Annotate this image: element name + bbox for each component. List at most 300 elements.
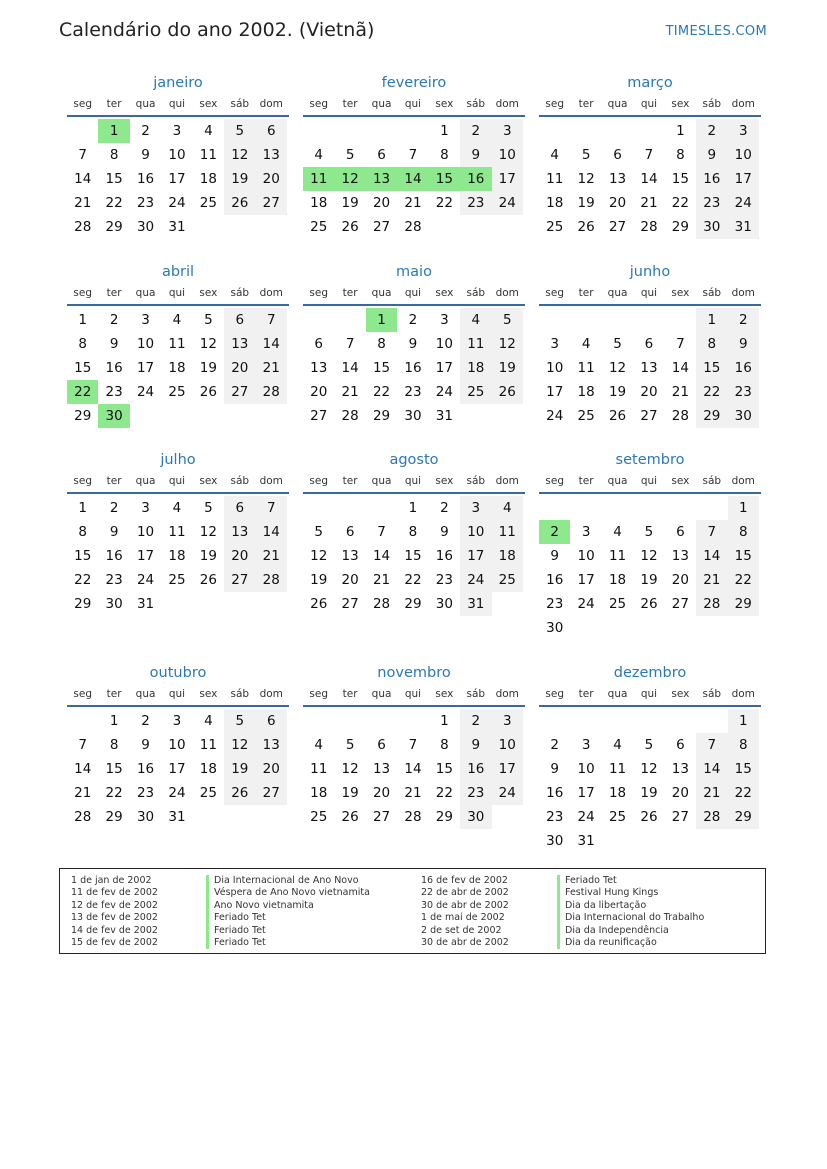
day-cell: 21 xyxy=(640,195,658,211)
weekday-label: dom xyxy=(731,475,755,487)
weekday-label: ter xyxy=(342,98,358,110)
day-cell: 17 xyxy=(168,761,186,777)
empty-cell xyxy=(633,308,664,332)
day-cell: 19 xyxy=(199,360,217,376)
day-grid xyxy=(67,119,289,239)
weekday-label: sáb xyxy=(230,98,250,110)
weekday-label: seg xyxy=(309,287,329,299)
month-name: janeiro xyxy=(153,75,203,91)
day-cell: 27 xyxy=(224,568,255,592)
day-cell: 22 xyxy=(728,568,759,592)
month-maio xyxy=(303,262,525,428)
day-cell: 20 xyxy=(256,757,287,781)
day-cell: 30 xyxy=(546,833,564,849)
day-cell: 28 xyxy=(671,408,689,424)
weekday-label: qua xyxy=(371,98,392,110)
weekday-label: seg xyxy=(73,688,93,700)
day-cell: 11 xyxy=(310,761,328,777)
day-cell: 28 xyxy=(372,596,391,612)
day-cell: 16 xyxy=(460,757,491,781)
day-cell: 13 xyxy=(310,360,328,376)
weekday-label: dom xyxy=(259,287,283,299)
empty-cell xyxy=(602,119,633,143)
day-cell: 14 xyxy=(696,544,727,568)
day-cell: 23 xyxy=(460,191,491,215)
legend-holiday-name: Feriado Tet xyxy=(557,875,704,887)
day-cell: 13 xyxy=(372,761,391,777)
weekday-label: qua xyxy=(607,287,628,299)
day-cell: 7 xyxy=(78,737,87,753)
day-cell: 2 xyxy=(408,312,418,328)
legend-date: 13 de fev de 2002 xyxy=(71,912,158,924)
weekday-label: qua xyxy=(135,688,156,700)
day-cell: 21 xyxy=(256,356,287,380)
day-cell: 1 xyxy=(696,308,727,332)
legend-holiday-name: Feriado Tet xyxy=(206,937,370,949)
day-cell: 30 xyxy=(404,408,422,424)
month-name: abril xyxy=(161,264,195,280)
weekday-label: dom xyxy=(259,475,283,487)
day-cell: 17 xyxy=(435,360,453,376)
day-cell: 2 xyxy=(550,737,559,753)
day-cell: 14 xyxy=(372,548,391,564)
day-cell: 26 xyxy=(640,809,658,825)
legend-holiday-name: Véspera de Ano Novo vietnamita xyxy=(206,887,370,899)
weekday-label: sex xyxy=(671,287,690,299)
day-cell: 11 xyxy=(608,761,627,777)
legend-holiday-name: Festival Hung Kings xyxy=(557,887,704,899)
day-cell: 27 xyxy=(671,809,689,825)
day-cell: 27 xyxy=(372,809,391,825)
legend-date: 22 de abr de 2002 xyxy=(421,887,509,899)
day-cell: 13 xyxy=(671,548,689,564)
day-cell: 27 xyxy=(341,596,359,612)
day-cell: 4 xyxy=(550,147,559,163)
day-cell: 25 xyxy=(199,785,217,801)
weekday-label: sáb xyxy=(466,475,486,487)
day-cell: 6 xyxy=(256,119,287,143)
day-cell: 31 xyxy=(577,833,595,849)
day-cell: 2 xyxy=(696,119,727,143)
day-cell: 3 xyxy=(581,524,591,540)
day-cell: 12 xyxy=(199,336,217,352)
day-cell: 13 xyxy=(671,761,689,777)
weekday-label: qua xyxy=(371,287,392,299)
day-cell: 12 xyxy=(224,143,255,167)
day-cell: 14 xyxy=(640,171,658,187)
day-cell: 20 xyxy=(608,195,627,211)
day-cell: 11 xyxy=(608,548,627,564)
day-cell: 3 xyxy=(460,496,491,520)
day-cell: 24 xyxy=(546,408,564,424)
month-name: dezembro xyxy=(613,665,687,681)
day-cell: 30 xyxy=(460,805,491,829)
day-cell: 9 xyxy=(141,147,150,163)
empty-cell xyxy=(334,496,365,520)
weekday-label: dom xyxy=(495,475,519,487)
day-cell: 15 xyxy=(728,757,759,781)
day-cell: 20 xyxy=(372,785,391,801)
day-cell: 8 xyxy=(728,733,759,757)
day-cell: 13 xyxy=(341,548,359,564)
day-cell: 3 xyxy=(550,336,559,352)
day-grid xyxy=(67,709,289,829)
day-cell: 7 xyxy=(78,147,87,163)
day-cell: 16 xyxy=(136,171,155,187)
day-grid xyxy=(303,119,525,239)
day-cell: 7 xyxy=(256,308,287,332)
day-cell: 4 xyxy=(581,336,591,352)
weekday-label: sex xyxy=(199,688,218,700)
day-cell: 3 xyxy=(141,500,150,516)
day-cell: 21 xyxy=(696,781,727,805)
empty-cell xyxy=(570,496,601,520)
weekday-label: dom xyxy=(495,287,519,299)
day-cell: 3 xyxy=(492,119,523,143)
day-cell: 14 xyxy=(256,332,287,356)
day-cell: 29 xyxy=(404,596,422,612)
day-cell: 27 xyxy=(256,191,287,215)
weekday-label: ter xyxy=(106,475,122,487)
day-cell: 22 xyxy=(435,195,453,211)
day-cell: 13 xyxy=(608,171,627,187)
empty-cell xyxy=(303,119,334,143)
day-cell: 14 xyxy=(256,520,287,544)
day-cell: 7 xyxy=(696,733,727,757)
weekday-label: sex xyxy=(671,475,690,487)
day-cell: 26 xyxy=(199,384,217,400)
legend-dates-right xyxy=(421,875,509,949)
day-cell: 24 xyxy=(435,384,453,400)
empty-cell xyxy=(334,119,365,143)
day-cell: 17 xyxy=(577,785,595,801)
day-cell: 21 xyxy=(404,785,422,801)
day-cell: 27 xyxy=(608,219,627,235)
empty-cell xyxy=(570,119,601,143)
day-cell: 19 xyxy=(640,785,658,801)
month-junho xyxy=(539,262,761,428)
day-cell: 31 xyxy=(728,215,759,239)
weekday-header xyxy=(67,470,289,494)
day-cell: 22 xyxy=(105,195,123,211)
day-cell: 25 xyxy=(168,384,186,400)
weekday-label: sex xyxy=(199,98,218,110)
day-cell: 19 xyxy=(577,195,595,211)
day-cell: 20 xyxy=(224,544,255,568)
day-cell: 15 xyxy=(696,356,727,380)
weekday-header xyxy=(539,470,761,494)
day-cell: 7 xyxy=(408,737,418,753)
day-cell: 30 xyxy=(696,215,727,239)
brand-link[interactable]: TIMESLES.COM xyxy=(665,24,767,39)
day-cell: 1 xyxy=(676,123,685,139)
weekday-label: sex xyxy=(199,287,218,299)
weekday-header xyxy=(67,282,289,306)
day-cell: 16 xyxy=(404,360,422,376)
day-cell: 2 xyxy=(141,713,150,729)
month-abril xyxy=(67,262,289,428)
day-cell: 30 xyxy=(435,596,453,612)
legend-holiday-name: Dia da reunificação xyxy=(557,937,704,949)
weekday-label: sáb xyxy=(702,98,722,110)
day-cell: 25 xyxy=(492,568,523,592)
legend-holiday-name: Dia da Independência xyxy=(557,925,704,937)
day-cell: 24 xyxy=(728,191,759,215)
day-cell: 20 xyxy=(224,356,255,380)
day-cell: 11 xyxy=(168,336,186,352)
day-cell: 9 xyxy=(460,143,491,167)
day-cell: 25 xyxy=(310,219,328,235)
day-cell: 28 xyxy=(256,380,287,404)
day-cell: 23 xyxy=(460,781,491,805)
day-cell: 29 xyxy=(728,805,759,829)
day-cell: 15 xyxy=(74,548,92,564)
day-cell: 12 xyxy=(341,761,359,777)
weekday-label: qui xyxy=(640,688,658,700)
day-cell: 21 xyxy=(341,384,359,400)
legend-date: 1 de mai de 2002 xyxy=(421,912,505,924)
day-cell: 7 xyxy=(676,336,685,352)
day-cell: 30 xyxy=(546,620,564,636)
day-cell: 18 xyxy=(310,195,328,211)
day-cell: 9 xyxy=(728,332,759,356)
month-agosto xyxy=(303,450,525,616)
legend-holiday-name: Dia Internacional do Trabalho xyxy=(557,912,704,924)
day-cell: 28 xyxy=(256,568,287,592)
holiday-day-cell: 1 xyxy=(98,119,129,143)
day-cell: 11 xyxy=(577,360,595,376)
day-cell: 29 xyxy=(696,404,727,428)
holiday-day-cell: 16 xyxy=(460,167,491,191)
day-cell: 9 xyxy=(141,737,150,753)
day-cell: 7 xyxy=(345,336,355,352)
day-cell: 3 xyxy=(492,709,523,733)
day-cell: 10 xyxy=(435,336,453,352)
day-cell: 26 xyxy=(577,219,595,235)
day-cell: 16 xyxy=(435,548,453,564)
day-cell: 11 xyxy=(199,147,217,163)
day-cell: 20 xyxy=(256,167,287,191)
day-cell: 17 xyxy=(168,171,186,187)
weekday-label: seg xyxy=(73,475,93,487)
empty-cell xyxy=(539,119,570,143)
legend-date: 1 de jan de 2002 xyxy=(71,875,152,886)
day-grid xyxy=(539,709,761,853)
day-cell: 14 xyxy=(74,171,92,187)
day-cell: 30 xyxy=(728,404,759,428)
day-cell: 1 xyxy=(408,500,418,516)
day-cell: 6 xyxy=(377,147,386,163)
weekday-label: sáb xyxy=(230,287,250,299)
day-cell: 1 xyxy=(109,713,119,729)
day-cell: 16 xyxy=(546,572,564,588)
day-cell: 21 xyxy=(74,785,92,801)
day-cell: 4 xyxy=(204,713,213,729)
day-cell: 5 xyxy=(224,119,255,143)
day-cell: 8 xyxy=(408,524,418,540)
day-cell: 26 xyxy=(608,408,627,424)
day-cell: 5 xyxy=(581,147,591,163)
weekday-label: sex xyxy=(435,98,454,110)
weekday-label: qui xyxy=(640,287,658,299)
day-cell: 26 xyxy=(224,781,255,805)
day-cell: 21 xyxy=(671,384,689,400)
weekday-label: seg xyxy=(309,475,329,487)
day-cell: 10 xyxy=(492,143,523,167)
day-cell: 26 xyxy=(640,596,658,612)
day-cell: 18 xyxy=(577,384,595,400)
day-cell: 17 xyxy=(136,548,155,564)
weekday-label: seg xyxy=(73,287,93,299)
day-cell: 19 xyxy=(640,572,658,588)
day-cell: 24 xyxy=(168,785,186,801)
day-cell: 10 xyxy=(136,524,155,540)
weekday-label: ter xyxy=(578,287,594,299)
day-cell: 26 xyxy=(341,219,359,235)
holiday-day-cell: 1 xyxy=(366,308,397,332)
day-cell: 18 xyxy=(608,572,627,588)
day-cell: 9 xyxy=(550,761,559,777)
day-cell: 19 xyxy=(608,384,627,400)
day-cell: 2 xyxy=(109,312,119,328)
legend-names-right xyxy=(557,875,704,949)
day-cell: 12 xyxy=(310,548,328,564)
day-cell: 11 xyxy=(492,520,523,544)
day-cell: 10 xyxy=(546,360,564,376)
day-cell: 22 xyxy=(696,380,727,404)
weekday-label: sáb xyxy=(466,688,486,700)
day-cell: 28 xyxy=(404,809,422,825)
day-cell: 11 xyxy=(199,737,217,753)
weekday-label: ter xyxy=(342,287,358,299)
day-cell: 8 xyxy=(78,336,87,352)
day-cell: 3 xyxy=(172,713,182,729)
weekday-label: sáb xyxy=(702,287,722,299)
day-cell: 18 xyxy=(199,761,217,777)
empty-cell xyxy=(67,119,98,143)
day-cell: 4 xyxy=(613,737,622,753)
day-cell: 7 xyxy=(408,147,418,163)
day-cell: 24 xyxy=(577,596,595,612)
day-grid xyxy=(303,496,525,616)
day-cell: 29 xyxy=(372,408,391,424)
day-cell: 13 xyxy=(224,332,255,356)
day-cell: 25 xyxy=(546,219,564,235)
weekday-label: sex xyxy=(671,98,690,110)
day-cell: 17 xyxy=(492,757,523,781)
weekday-label: ter xyxy=(342,475,358,487)
day-cell: 15 xyxy=(671,171,689,187)
empty-cell xyxy=(602,709,633,733)
empty-cell xyxy=(366,709,397,733)
day-cell: 27 xyxy=(310,408,328,424)
day-cell: 3 xyxy=(581,737,591,753)
weekday-label: ter xyxy=(578,688,594,700)
day-cell: 31 xyxy=(460,592,491,616)
empty-cell xyxy=(366,496,397,520)
day-cell: 21 xyxy=(372,572,391,588)
empty-cell xyxy=(633,119,664,143)
weekday-label: ter xyxy=(106,688,122,700)
day-cell: 27 xyxy=(671,596,689,612)
day-cell: 18 xyxy=(546,195,564,211)
day-cell: 31 xyxy=(435,408,453,424)
weekday-label: qua xyxy=(607,688,628,700)
day-cell: 12 xyxy=(640,761,658,777)
weekday-header xyxy=(303,282,525,306)
legend-date: 30 de abr de 2002 xyxy=(421,899,509,911)
empty-cell xyxy=(570,709,601,733)
day-cell: 8 xyxy=(440,147,449,163)
holiday-day-cell: 12 xyxy=(334,167,365,191)
legend-holiday-name: Dia Internacional de Ano Novo xyxy=(206,875,370,887)
day-cell: 22 xyxy=(728,781,759,805)
month-name: agosto xyxy=(389,452,439,468)
day-cell: 22 xyxy=(105,785,123,801)
weekday-label: sex xyxy=(435,287,454,299)
day-cell: 6 xyxy=(345,524,355,540)
day-cell: 24 xyxy=(136,384,155,400)
empty-cell xyxy=(696,496,727,520)
day-cell: 4 xyxy=(613,524,622,540)
legend-holiday-name: Ano Novo vietnamita xyxy=(206,900,370,912)
day-grid xyxy=(67,308,289,428)
day-cell: 9 xyxy=(696,143,727,167)
day-cell: 18 xyxy=(492,544,523,568)
day-cell: 28 xyxy=(74,809,92,825)
weekday-label: qui xyxy=(640,475,658,487)
day-cell: 4 xyxy=(492,496,523,520)
day-cell: 27 xyxy=(224,380,255,404)
month-name: julho xyxy=(160,452,196,468)
day-cell: 8 xyxy=(109,737,119,753)
empty-cell xyxy=(303,308,334,332)
month-name: fevereiro xyxy=(381,75,447,91)
day-cell: 28 xyxy=(404,219,422,235)
day-cell: 21 xyxy=(696,568,727,592)
day-cell: 16 xyxy=(546,785,564,801)
day-cell: 20 xyxy=(310,384,328,400)
weekday-header xyxy=(303,470,525,494)
day-cell: 3 xyxy=(141,312,150,328)
empty-cell xyxy=(397,119,428,143)
day-cell: 5 xyxy=(492,308,523,332)
day-cell: 25 xyxy=(608,809,627,825)
weekday-label: seg xyxy=(73,98,93,110)
day-cell: 19 xyxy=(341,195,359,211)
day-cell: 10 xyxy=(577,548,595,564)
day-cell: 25 xyxy=(608,596,627,612)
day-cell: 13 xyxy=(224,520,255,544)
day-cell: 28 xyxy=(640,219,658,235)
weekday-header xyxy=(67,93,289,117)
day-cell: 18 xyxy=(460,356,491,380)
empty-cell xyxy=(334,709,365,733)
weekday-header xyxy=(539,282,761,306)
day-cell: 13 xyxy=(256,143,287,167)
day-cell: 17 xyxy=(460,544,491,568)
day-cell: 18 xyxy=(168,548,186,564)
day-cell: 9 xyxy=(460,733,491,757)
weekday-label: dom xyxy=(495,688,519,700)
day-cell: 15 xyxy=(728,544,759,568)
day-cell: 5 xyxy=(644,524,654,540)
day-cell: 25 xyxy=(168,572,186,588)
empty-cell xyxy=(366,119,397,143)
day-cell: 11 xyxy=(460,332,491,356)
day-cell: 29 xyxy=(728,592,759,616)
month-name: março xyxy=(627,75,673,91)
